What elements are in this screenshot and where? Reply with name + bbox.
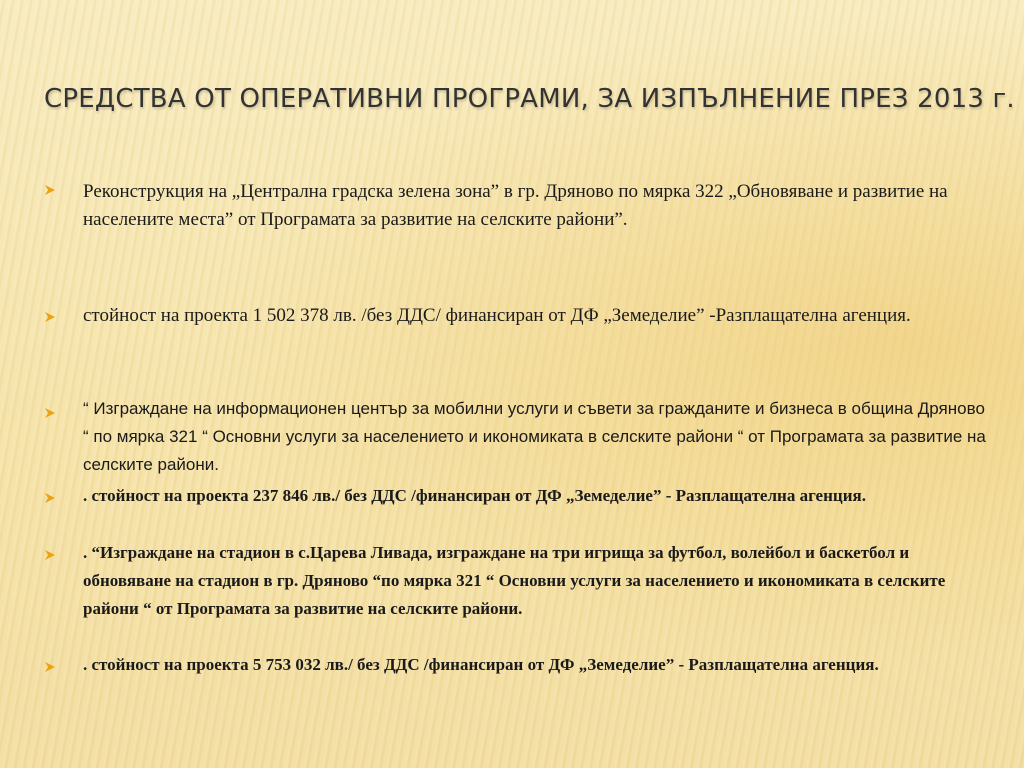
- list-item-text: Реконструкция на „Централна градска зелена зона” в гр. Дряново по мярка 322 „Обновяване и развитие на населените места” от Програмата за развитие на селските райони”.: [83, 181, 948, 230]
- arrowhead-bullet-icon: [44, 661, 56, 673]
- list-item-text: “ Изграждане на информационен център за мобилни услуги и съвети за гражданите и бизнеса в община Дряново “ по мярка 321 “ Основни услуги за населението и икономиката в селските райони “ от Програмата за развитие на селските райони.: [83, 399, 986, 474]
- arrowhead-bullet-icon: [44, 407, 56, 419]
- arrowhead-bullet-icon: [44, 311, 56, 323]
- list-item-text: . стойност на проекта 5 753 032 лв./ без ДДС /финансиран от ДФ „Земеделие” - Разплащателна агенция.: [83, 655, 879, 674]
- list-item-text: . “Изграждане на стадион в с.Царева Ливада, изграждане на три игрища за футбол, волейбол и баскетбол и обновяване на стадион в гр. Дряново “по мярка 321 “ Основни услуги за населението и икономиката в селските райони “ от Програмата за развитие на селските райони.: [83, 543, 946, 618]
- arrowhead-bullet-icon: [44, 549, 56, 561]
- list-item-text: . стойност на проекта 237 846 лв./ без ДДС /финансиран от ДФ „Земеделие” - Разплащателна агенция.: [83, 486, 866, 505]
- arrowhead-bullet-icon: [44, 492, 56, 504]
- list-item-text: стойност на проекта 1 502 378 лв. /без ДДС/ финансиран от ДФ „Земеделие” -Разплащателна агенция.: [83, 305, 911, 326]
- arrowhead-bullet-icon: [44, 184, 56, 196]
- slide-title: СРЕДСТВА ОТ ОПЕРАТИВНИ ПРОГРАМИ, ЗА ИЗПЪЛНЕНИЕ ПРЕЗ 2013 г.: [44, 84, 1015, 114]
